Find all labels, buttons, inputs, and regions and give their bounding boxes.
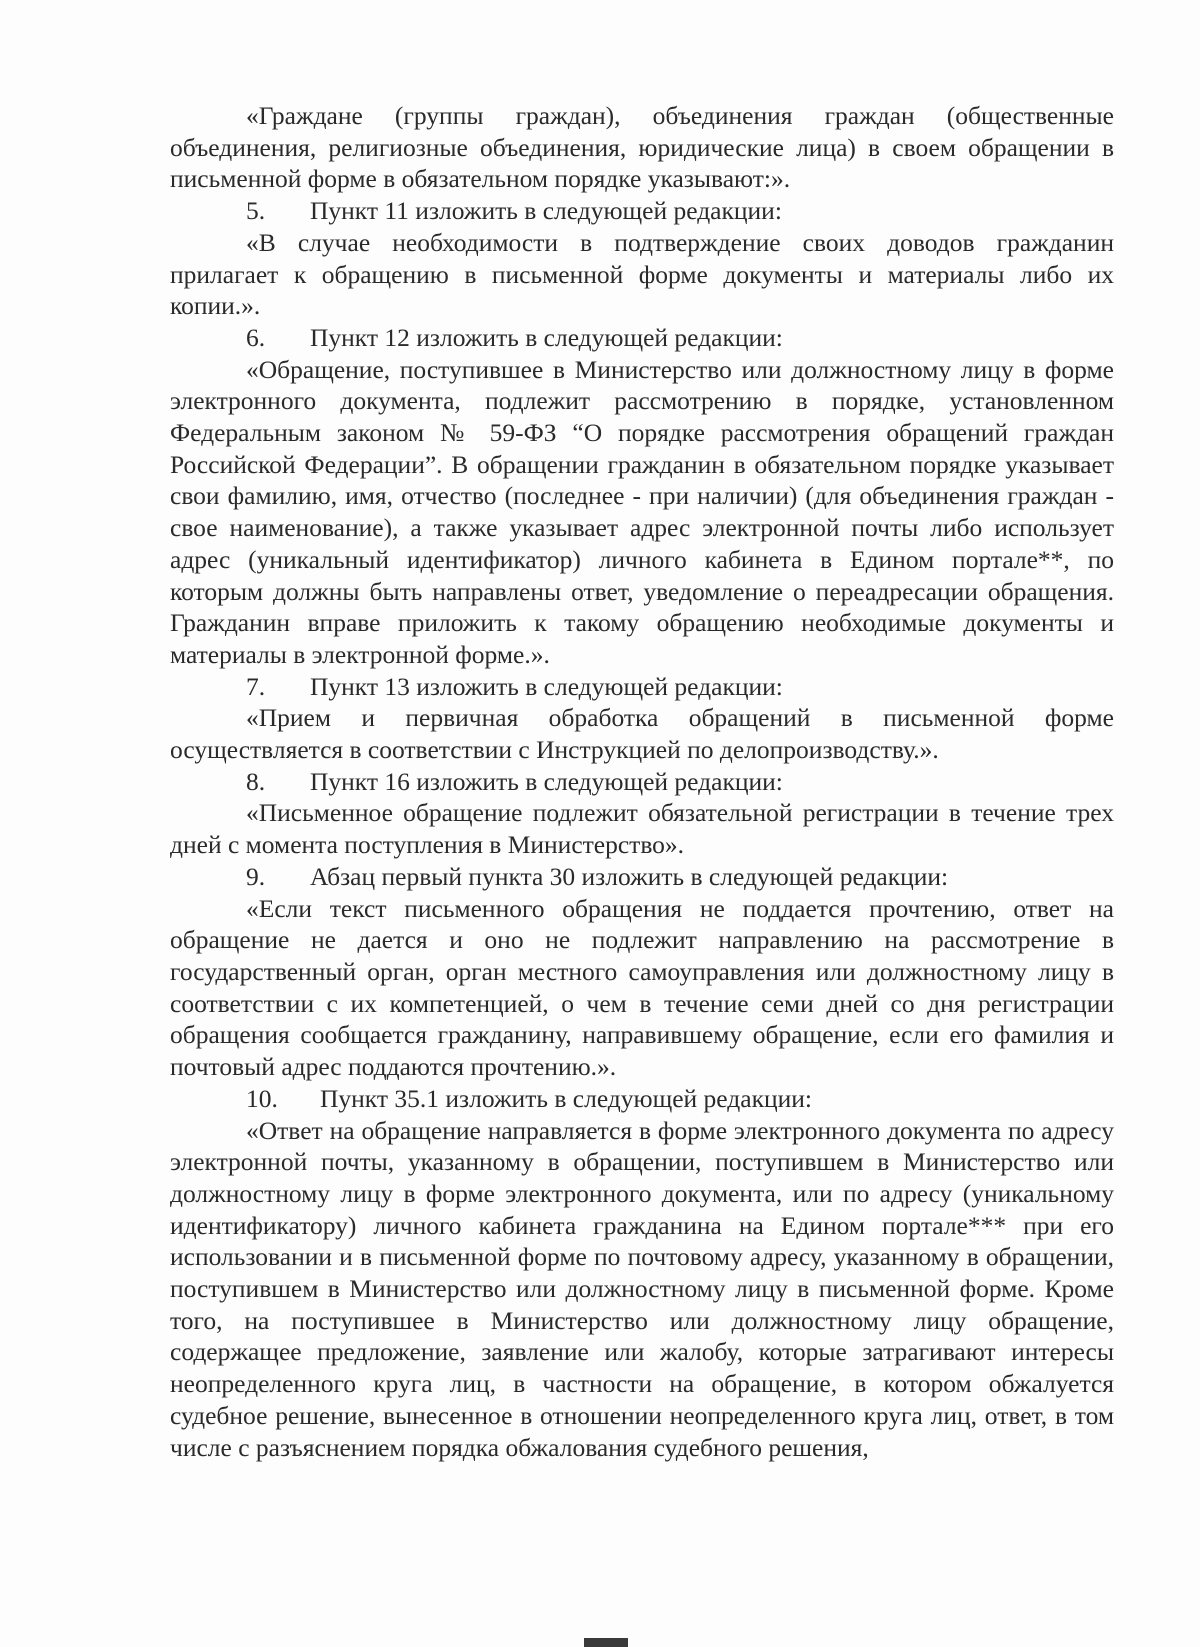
amendment-item-7 [170, 671, 1114, 703]
item-number: 9. [246, 861, 266, 891]
paragraph-initial-processing: «Прием и первичная обработка обращений в письменной форме осуществляется в соответствии с Инструкцией по делопроизводству.». [170, 703, 1114, 765]
paragraph-citizens-requirements: «Граждане (группы граждан), объединения граждан (общественные объединения, религиозные объединения, юридические лица) в своем обращении в письменной форме в обязательном порядке указывают:». [170, 101, 1114, 194]
item-text: Пункт 13 изложить в следующей редакции: [310, 671, 783, 701]
paragraph-registration: «Письменное обращение подлежит обязательной регистрации в течение трех дней с момента поступления в Министерство». [170, 798, 1114, 860]
paragraph-electronic-appeal: «Обращение, поступившее в Министерство или должностному лицу в форме электронного документа, подлежит рассмотрению в порядке, установленном Федеральным законом № 59-ФЗ “О порядке рассмотрения обращений граждан Российской Федерации”. В обращении гражданин в обязательном порядке указывает свои фамилию, имя, отчество (последнее - при наличии) (для объединения граждан - свое наименование), а также указывает адрес электронной почты либо использует адрес (уникальный идентификатор) личного кабинета в Едином портале**, по которым должны быть направлены ответ, уведомление о переадресации обращения. Гражданин вправе приложить к такому обращению необходимые документы и материалы в электронной форме.». [170, 354, 1114, 669]
item-number: 7. [246, 671, 266, 701]
item-text: Пункт 12 изложить в следующей редакции: [310, 322, 783, 352]
item-number: 8. [246, 766, 266, 796]
amendment-item-10 [170, 1083, 1114, 1115]
item-text: Пункт 16 изложить в следующей редакции: [310, 766, 783, 796]
amendment-item-5 [170, 195, 1114, 227]
item-text: Пункт 35.1 изложить в следующей редакции: [320, 1083, 812, 1113]
item-number: 5. [246, 196, 266, 226]
amendment-item-6 [170, 322, 1114, 354]
amendment-item-8 [170, 766, 1114, 798]
paragraph-attachments: «В случае необходимости в подтверждение своих доводов гражданин прилагает к обращению в письменной форме документы и материалы либо их копии.». [170, 227, 1114, 321]
item-number: 10. [246, 1083, 278, 1113]
page-edge-mark [584, 1638, 628, 1647]
document-body [170, 100, 1114, 1463]
item-text: Пункт 11 изложить в следующей редакции: [310, 196, 782, 226]
amendment-item-9 [170, 861, 1114, 893]
item-number: 6. [246, 322, 266, 352]
paragraph-unreadable-text: «Если текст письменного обращения не поддается прочтению, ответ на обращение не дается и оно не подлежит направлению на рассмотрение в государственный орган, орган местного самоуправления или должностному лицу в соответствии с их компетенцией, о чем в течение семи дней со дня регистрации обращения сообщается гражданину, направившему обращение, если его фамилия и почтовый адрес поддаются прочтению.». [170, 893, 1114, 1082]
item-text: Абзац первый пункта 30 изложить в следующей редакции: [310, 861, 949, 891]
paragraph-response-delivery: «Ответ на обращение направляется в форме электронного документа по адресу электронной почты, указанному в обращении, поступившем в Министерство или должностному лицу в форме электронного документа, или по адресу (уникальному идентификатору) личного кабинета гражданина на Едином портале*** при его использовании и в письменной форме по почтовому адресу, указанному в обращении, поступившем в Министерство или должностному лицу в письменной форме. Кроме того, на поступившее в Министерство или должностному лицу обращение, содержащее предложение, заявление или жалобу, которые затрагивают интересы неопределенного круга лиц, в частности на обращение, в котором обжалуется судебное решение, вынесенное в отношении неопределенного круга лиц, ответ, в том числе с разъяснением порядка обжалования судебного решения, [170, 1115, 1114, 1462]
